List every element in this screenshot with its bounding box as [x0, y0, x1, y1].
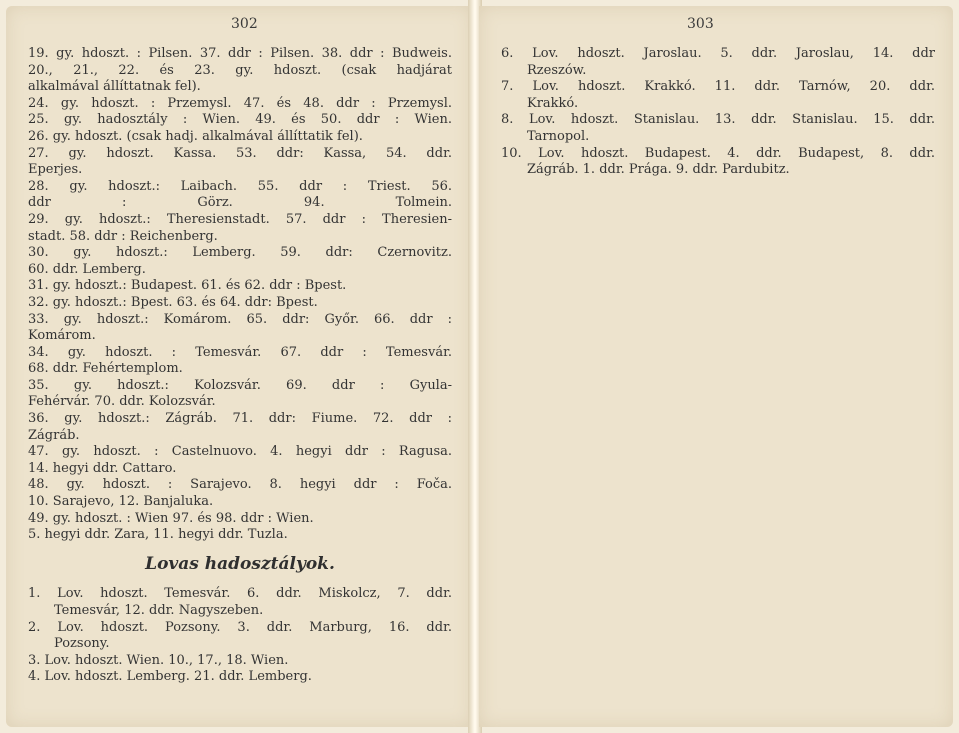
- text-line: 33. gy. hdoszt.: Komárom. 65. ddr: Győr. 66. ddr :: [28, 311, 452, 327]
- text-line: 47. gy. hdoszt. : Castelnuovo. 4. hegyi ddr : Ragusa.: [28, 444, 452, 460]
- text-line: 34. gy. hdoszt. : Temesvár. 67. ddr : Temesvár.: [28, 344, 452, 360]
- text-line: alkalmával állíttatnak fel).: [28, 79, 201, 95]
- right-lines: [501, 46, 935, 179]
- text-line: 60. ddr. Lemberg.: [28, 261, 146, 277]
- text-line: Eperjes.: [28, 162, 83, 178]
- text-line: 10. Lov. hdoszt. Budapest. 4. ddr. Budapest, 8. ddr.: [501, 145, 935, 161]
- right-page: [479, 6, 953, 727]
- text-line: Pozsony.: [54, 636, 110, 652]
- text-line: ddr : Görz. 94. Tolmein.: [28, 195, 452, 211]
- text-line: Rzeszów.: [527, 62, 587, 78]
- text-line: 35. gy. hdoszt.: Kolozsvár. 69. ddr : Gyula-: [28, 377, 452, 393]
- text-line: 2. Lov. hdoszt. Pozsony. 3. ddr. Marburg, 16. ddr.: [28, 619, 452, 635]
- text-line: 10. Sarajevo, 12. Banjaluka.: [28, 494, 214, 510]
- text-line: 24. gy. hdoszt. : Przemysl. 47. és 48. ddr : Przemysl.: [28, 95, 452, 111]
- text-line: 25. gy. hadosztály : Wien. 49. és 50. ddr : Wien.: [28, 112, 452, 128]
- left-lines-after: [28, 586, 452, 686]
- text-line: 31. gy. hdoszt.: Budapest. 61. és 62. ddr : Bpest.: [28, 278, 347, 294]
- text-line: 32. gy. hdoszt.: Bpest. 63. és 64. ddr: Bpest.: [28, 294, 318, 310]
- text-line: 3. Lov. hdoszt. Wien. 10., 17., 18. Wien.: [28, 652, 289, 668]
- text-line: Zágráb. 1. ddr. Prága. 9. ddr. Pardubitz.: [527, 162, 790, 178]
- text-line: 68. ddr. Fehértemplom.: [28, 361, 183, 377]
- text-line: Fehérvár. 70. ddr. Kolozsvár.: [28, 394, 216, 410]
- text-line: Temesvár, 12. ddr. Nagyszeben.: [54, 603, 264, 618]
- right-page-number: 303: [687, 16, 714, 32]
- text-line: 30. gy. hdoszt.: Lemberg. 59. ddr: Czernovitz.: [28, 245, 452, 261]
- text-line: Krakkó.: [527, 95, 579, 111]
- text-line: 7. Lov. hdoszt. Krakkó. 11. ddr. Tarnów, 20. ddr.: [501, 79, 935, 95]
- right-page-text: [501, 46, 935, 179]
- text-line: 19. gy. hdoszt. : Pilsen. 37. ddr : Pilsen. 38. ddr : Budweis.: [28, 46, 452, 61]
- text-line: 27. gy. hdoszt. Kassa. 53. ddr: Kassa, 54. ddr.: [28, 145, 452, 161]
- text-line: 29. gy. hdoszt.: Theresienstadt. 57. ddr : Theresien-: [28, 211, 452, 227]
- text-line: 26. gy. hdoszt. (csak hadj. alkalmával állíttatik fel).: [28, 128, 363, 144]
- text-line: Tarnopol.: [527, 128, 590, 144]
- text-line: 5. hegyi ddr. Zara, 11. hegyi ddr. Tuzla.: [28, 527, 288, 543]
- text-line: Komárom.: [28, 328, 96, 344]
- text-line: 28. gy. hdoszt.: Laibach. 55. ddr : Triest. 56.: [28, 178, 452, 194]
- section-heading: Lovas hadosztályok.: [145, 553, 335, 574]
- left-page-text: [28, 46, 452, 686]
- text-line: 48. gy. hdoszt. : Sarajevo. 8. hegyi ddr : Foča.: [28, 477, 452, 493]
- text-line: 6. Lov. hdoszt. Jaroslau. 5. ddr. Jaroslau, 14. ddr: [501, 46, 935, 61]
- text-line: Zágráb.: [28, 427, 80, 443]
- text-line: 36. gy. hdoszt.: Zágráb. 71. ddr: Fiume. 72. ddr :: [28, 411, 452, 427]
- text-line: 4. Lov. hdoszt. Lemberg. 21. ddr. Lemberg.: [28, 669, 312, 685]
- text-line: 14. hegyi ddr. Cattaro.: [28, 460, 177, 476]
- text-line: stadt. 58. ddr : Reichenberg.: [28, 228, 218, 244]
- left-lines-before: [28, 46, 452, 544]
- text-line: 49. gy. hdoszt. : Wien 97. és 98. ddr : Wien.: [28, 510, 314, 526]
- text-line: 20., 21., 22. és 23. gy. hdoszt. (csak hadjárat: [28, 62, 452, 78]
- left-page: [6, 6, 472, 727]
- left-page-number: 302: [231, 16, 258, 32]
- text-line: 8. Lov. hdoszt. Stanislau. 13. ddr. Stanislau. 15. ddr.: [501, 112, 935, 128]
- text-line: 1. Lov. hdoszt. Temesvár. 6. ddr. Miskolcz, 7. ddr.: [28, 586, 452, 602]
